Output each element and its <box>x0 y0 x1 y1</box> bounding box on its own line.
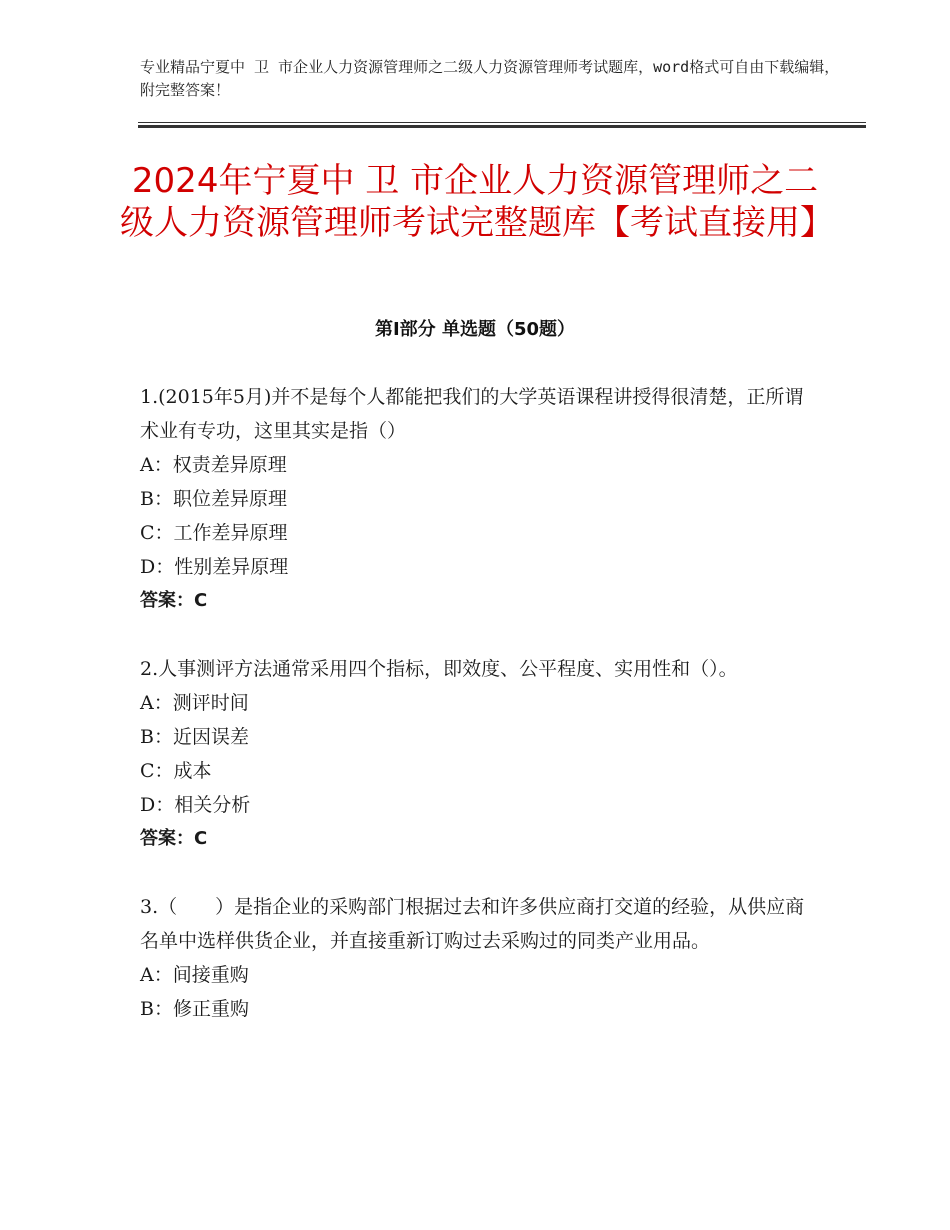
option-b: B：修正重购 <box>140 998 249 1020</box>
option-a: A：权责差异原理 <box>140 454 287 476</box>
answer-label: 答案：C <box>140 590 208 611</box>
question-list <box>140 380 820 1060</box>
question-stem: 3.（ ）是指企业的采购部门根据过去和许多供应商打交道的经验，从供应商名单中选样供货企业，并直接重新订购过去采购过的同类产业用品。 <box>140 896 805 952</box>
header-divider-thin <box>138 122 866 123</box>
option-b: B：近因误差 <box>140 726 249 748</box>
option-a: A：间接重购 <box>140 964 249 986</box>
question-1 <box>140 380 820 618</box>
question-stem: 1.(2015年5月)并不是每个人都能把我们的大学英语课程讲授得很清楚，正所谓术业有专功，这里其实是指（） <box>140 386 804 442</box>
option-c: C：成本 <box>140 760 212 782</box>
option-d: D：性别差异原理 <box>140 556 289 578</box>
section-title: 第Ⅰ部分 单选题（50题） <box>374 319 575 340</box>
answer-label: 答案：C <box>140 828 208 849</box>
header-note: 专业精品宁夏中 卫 市企业人力资源管理师之二级人力资源管理师考试题库，word格式可自由下载编辑，附完整答案！ <box>140 58 840 99</box>
option-d: D：相关分析 <box>140 794 251 816</box>
option-c: C：工作差异原理 <box>140 522 288 544</box>
header-divider-thick <box>138 125 866 128</box>
question-3 <box>140 890 820 1026</box>
document-title: 2024年宁夏中 卫 市企业人力资源管理师之二级人力资源管理师考试完整题库【考试直接用】 <box>120 161 834 243</box>
option-a: A：测评时间 <box>140 692 249 714</box>
option-b: B：职位差异原理 <box>140 488 287 510</box>
question-stem: 2.人事测评方法通常采用四个指标，即效度、公平程度、实用性和（）。 <box>140 658 738 680</box>
question-2 <box>140 652 820 856</box>
